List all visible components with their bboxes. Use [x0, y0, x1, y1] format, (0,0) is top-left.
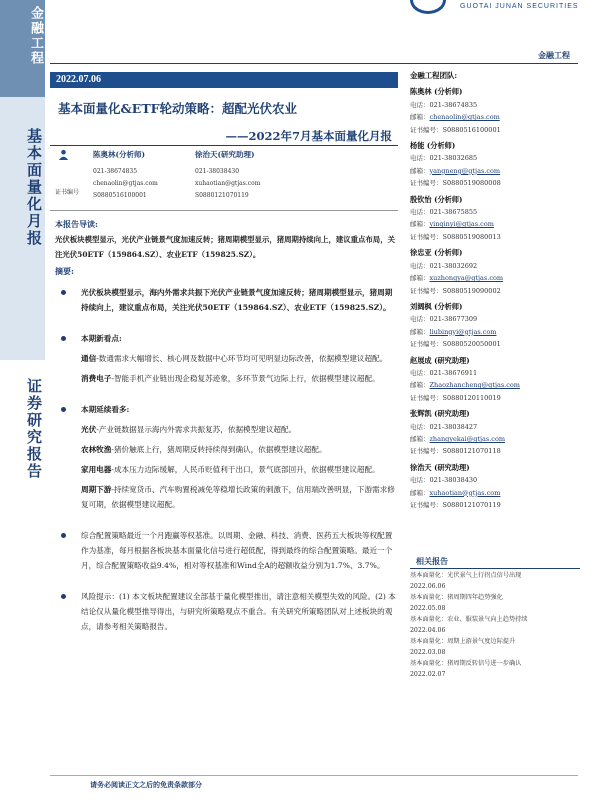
member-phone: 电话：021-38038430: [410, 476, 478, 485]
member-name: 陈奥林 (分析师): [410, 87, 463, 97]
email-label: 邮箱：: [410, 274, 430, 283]
member-email-row: [410, 272, 580, 284]
header-category: 金融工程: [538, 50, 570, 60]
header-divider: [50, 63, 578, 64]
author-cert: S0880516100001: [93, 192, 147, 199]
point-text: -猪价触底上行，猪周期反转持续得到确认，依据模型建议超配。: [111, 445, 327, 454]
member-email[interactable]: xuzhongya@gtjas.com: [429, 274, 504, 283]
related-title[interactable]: 基本面量化：光伏景气上行拐点信号出现: [410, 572, 522, 579]
point-item: [55, 482, 397, 512]
point-label: 光伏: [81, 425, 97, 434]
related-date: 2022.05.08: [410, 604, 446, 612]
person-icon: [58, 149, 69, 160]
author-2: [195, 149, 260, 202]
member-email[interactable]: Zhaozhancheng@gtjas.com: [429, 381, 520, 390]
member-name: 刘阔枫 (分析师): [410, 301, 463, 311]
point-label: 农林牧渔: [81, 445, 112, 454]
member-name: 张辉凯 (研究助理): [410, 409, 470, 419]
logo-icon: [410, 0, 446, 14]
member-phone: 电话：021-38032685: [410, 154, 478, 163]
related-date: 2022.03.08: [410, 648, 446, 656]
point-item: [55, 462, 397, 477]
sidebar-report-type: 基本面量化月报: [25, 128, 43, 247]
email-label: 邮箱：: [410, 327, 430, 336]
member-email[interactable]: xuhaotian@gtjas.com: [429, 488, 501, 497]
point-item: [55, 371, 397, 386]
team-member: [410, 140, 580, 190]
authors-divider: [50, 210, 398, 211]
point-text: -成本压力边际缓解，人民币贬值利于出口，景气底部回升，依据模型建议超配。: [111, 465, 380, 474]
point-label: 周期下游: [81, 485, 112, 494]
footer-divider: [50, 775, 578, 776]
email-label: 邮箱：: [410, 488, 430, 497]
member-cert: 证书编号：S0880121070118: [410, 447, 501, 456]
member-email-row: [410, 111, 580, 123]
team-member: [410, 247, 580, 297]
member-email[interactable]: liubingyi@gtjas.com: [429, 327, 497, 336]
member-phone: 电话：021-38674835: [410, 100, 478, 109]
member-email-row: [410, 487, 580, 499]
member-phone: 电话：021-38032692: [410, 261, 478, 270]
summary-bullet: 本期延续看多:: [55, 402, 397, 417]
authors-block: [55, 149, 398, 209]
summary-bullet: 本期新看点:: [55, 331, 397, 346]
member-phone: 电话：021-38038427: [410, 422, 478, 431]
point-text: -产业链数据显示海内外需求共振复苏，依据模型建议超配。: [96, 425, 297, 434]
member-name: 杨能 (分析师): [410, 141, 456, 151]
summary-bullet: 综合配置策略最近一个月跑赢等权基准。以周期、金融、科技、消费、医药五大板块等权配置作为基准，每月根据各板块基本面量化信号进行超低配，得到最终的综合配置策略。最近一个月，综合配置策略收益9.4%，相对等权基准和Wind全A的超额收益分别为1.7%、3.7%。: [55, 528, 397, 573]
email-label: 邮箱：: [410, 166, 430, 175]
member-cert: 证书编号：S0880519080008: [410, 179, 501, 188]
member-name: 殷钦怡 (分析师): [410, 194, 463, 204]
title-divider: [50, 145, 398, 146]
sidebar-category: 金融工程: [28, 6, 43, 66]
report-title: 基本面量化&ETF轮动策略：超配光伏农业: [58, 101, 297, 116]
author-name: 陈奥林(分析师): [93, 150, 146, 159]
team-member: [410, 86, 580, 136]
member-name: 赵展成 (研究助理): [410, 355, 470, 365]
member-email[interactable]: yangneng@gtjas.com: [429, 166, 501, 175]
email-label: 邮箱：: [410, 113, 430, 122]
team-panel: [410, 70, 580, 511]
team-member: [410, 408, 580, 458]
summary-bullet-risk: 风险提示：(1) 本文板块配置建议全部基于量化模型推出，请注意相关模型失效的风险。(2) 本结论仅从量化模型推导得出，与研究所策略观点不重合。有关研究所策略团队对上述板块的观点，请参考相关策略报告。: [55, 589, 397, 634]
related-report[interactable]: [410, 659, 580, 680]
logo-text: GUOTAI JUNAN SECURITIES: [460, 3, 579, 10]
team-list: [410, 86, 580, 511]
related-title[interactable]: 基本面量化：农业、服装景气向上趋势持续: [410, 616, 528, 623]
member-cert: 证书编号：S0880120110019: [410, 393, 501, 402]
member-email-row: [410, 165, 580, 177]
sidebar: [0, 0, 45, 800]
author-cert: S0880121070119: [195, 192, 249, 199]
team-member: [410, 301, 580, 351]
related-report[interactable]: [410, 637, 580, 658]
related-title[interactable]: 基本面量化：周期上游景气度边际提升: [410, 638, 516, 645]
member-email-row: [410, 379, 580, 391]
footer-disclaimer: 请务必阅读正文之后的免责条款部分: [90, 780, 202, 789]
member-email-row: [410, 218, 580, 230]
point-text: -智能手机产业链出现企稳复苏迹象，多环节景气边际上行，依据模型建议超配。: [111, 374, 380, 383]
member-email[interactable]: chenaolin@gtjas.com: [429, 113, 500, 122]
point-item: [55, 422, 397, 437]
team-heading: 金融工程团队:: [410, 71, 458, 80]
member-cert: 证书编号：S0880520050001: [410, 340, 501, 349]
point-item: [55, 351, 397, 366]
author-1: [93, 149, 158, 202]
team-member: [410, 462, 580, 512]
report-date: 2022.07.06: [50, 72, 398, 88]
point-label: 消费电子: [81, 374, 112, 383]
author-email[interactable]: xuhaotian@gtjas.com: [195, 180, 261, 187]
author-name: 徐治天(研究助理): [195, 150, 255, 159]
related-list: [410, 571, 580, 681]
email-label: 邮箱：: [410, 220, 430, 229]
related-heading: 相关报告: [410, 555, 580, 569]
email-label: 邮箱：: [410, 381, 430, 390]
report-subtitle: ——2022年7月基本面量化月报: [225, 129, 392, 143]
point-label: 家用电器: [81, 465, 112, 474]
member-email[interactable]: zhangyekai@gtjas.com: [429, 434, 506, 443]
email-label: 邮箱：: [410, 434, 430, 443]
main-body: [55, 217, 397, 634]
member-cert: 证书编号：S0880519090002: [410, 286, 501, 295]
point-text: -数通需求大幅增长、核心网及数据中心环节均可见明显边际改善，依据模型建议超配。: [96, 354, 388, 363]
member-cert: 证书编号：S0880121070119: [410, 501, 501, 509]
member-email-row: [410, 433, 580, 445]
member-email[interactable]: yinqinyi@gtjas.com: [429, 220, 494, 229]
member-cert: 证书编号：S0880516100001: [410, 125, 501, 134]
member-phone: 电话：021-38676911: [410, 368, 478, 377]
point-item: [55, 442, 397, 457]
related-title[interactable]: 基本面量化：猪周期反转信号进一步确认: [410, 660, 522, 667]
team-member: [410, 355, 580, 405]
sidebar-doc-type: 证券研究报告: [25, 378, 43, 480]
author-phone: 021-38038430: [195, 168, 240, 175]
related-title[interactable]: 基本面量化：猪周期四年趋势强化: [410, 594, 503, 601]
member-email-row: [410, 326, 580, 338]
company-logo: [398, 0, 600, 16]
team-member: [410, 194, 580, 244]
guide-heading: 本报告导读:: [55, 219, 98, 229]
related-date: 2022.02.07: [410, 670, 446, 678]
author-email[interactable]: chenaolin@gtjas.com: [93, 180, 158, 187]
related-report[interactable]: [410, 615, 580, 636]
summary-heading: 摘要:: [55, 266, 74, 276]
member-phone: 电话：021-38675855: [410, 208, 478, 217]
guide-text: 光伏板块模型显示，光伏产业链景气度加速反转；猪周期模型显示，猪周期持续向上，建议重点布局，关注光伏50ETF（159864.SZ）、农业ETF（159825.SZ）。: [55, 235, 395, 259]
point-text: -持续宽货币、汽车购置税减免等稳增长政策的刺激下，信用端改善明显，下游需求修复可期，依据模型建议超配。: [81, 485, 395, 509]
member-phone: 电话：021-38677309: [410, 315, 478, 324]
related-report[interactable]: [410, 593, 580, 614]
member-name: 徐浩天 (研究助理): [410, 462, 470, 472]
related-date: 2022.04.06: [410, 626, 446, 634]
related-date: 2022.06.06: [410, 582, 446, 590]
author-phone: 021-38674835: [93, 168, 138, 175]
cert-label: 证书编号: [55, 189, 80, 196]
summary-bullet: 光伏板块模型显示，海内外需求共振下光伏产业链景气度加速反转；猪周期模型显示，猪周期持续向上，建议重点布局，关注光伏50ETF（159864.SZ）、农业ETF（159825.SZ）。: [55, 285, 397, 315]
point-label: 通信: [81, 354, 97, 363]
related-report[interactable]: [410, 571, 580, 592]
member-cert: 证书编号：S0880519080013: [410, 232, 501, 241]
member-name: 徐忠亚 (分析师): [410, 248, 463, 258]
